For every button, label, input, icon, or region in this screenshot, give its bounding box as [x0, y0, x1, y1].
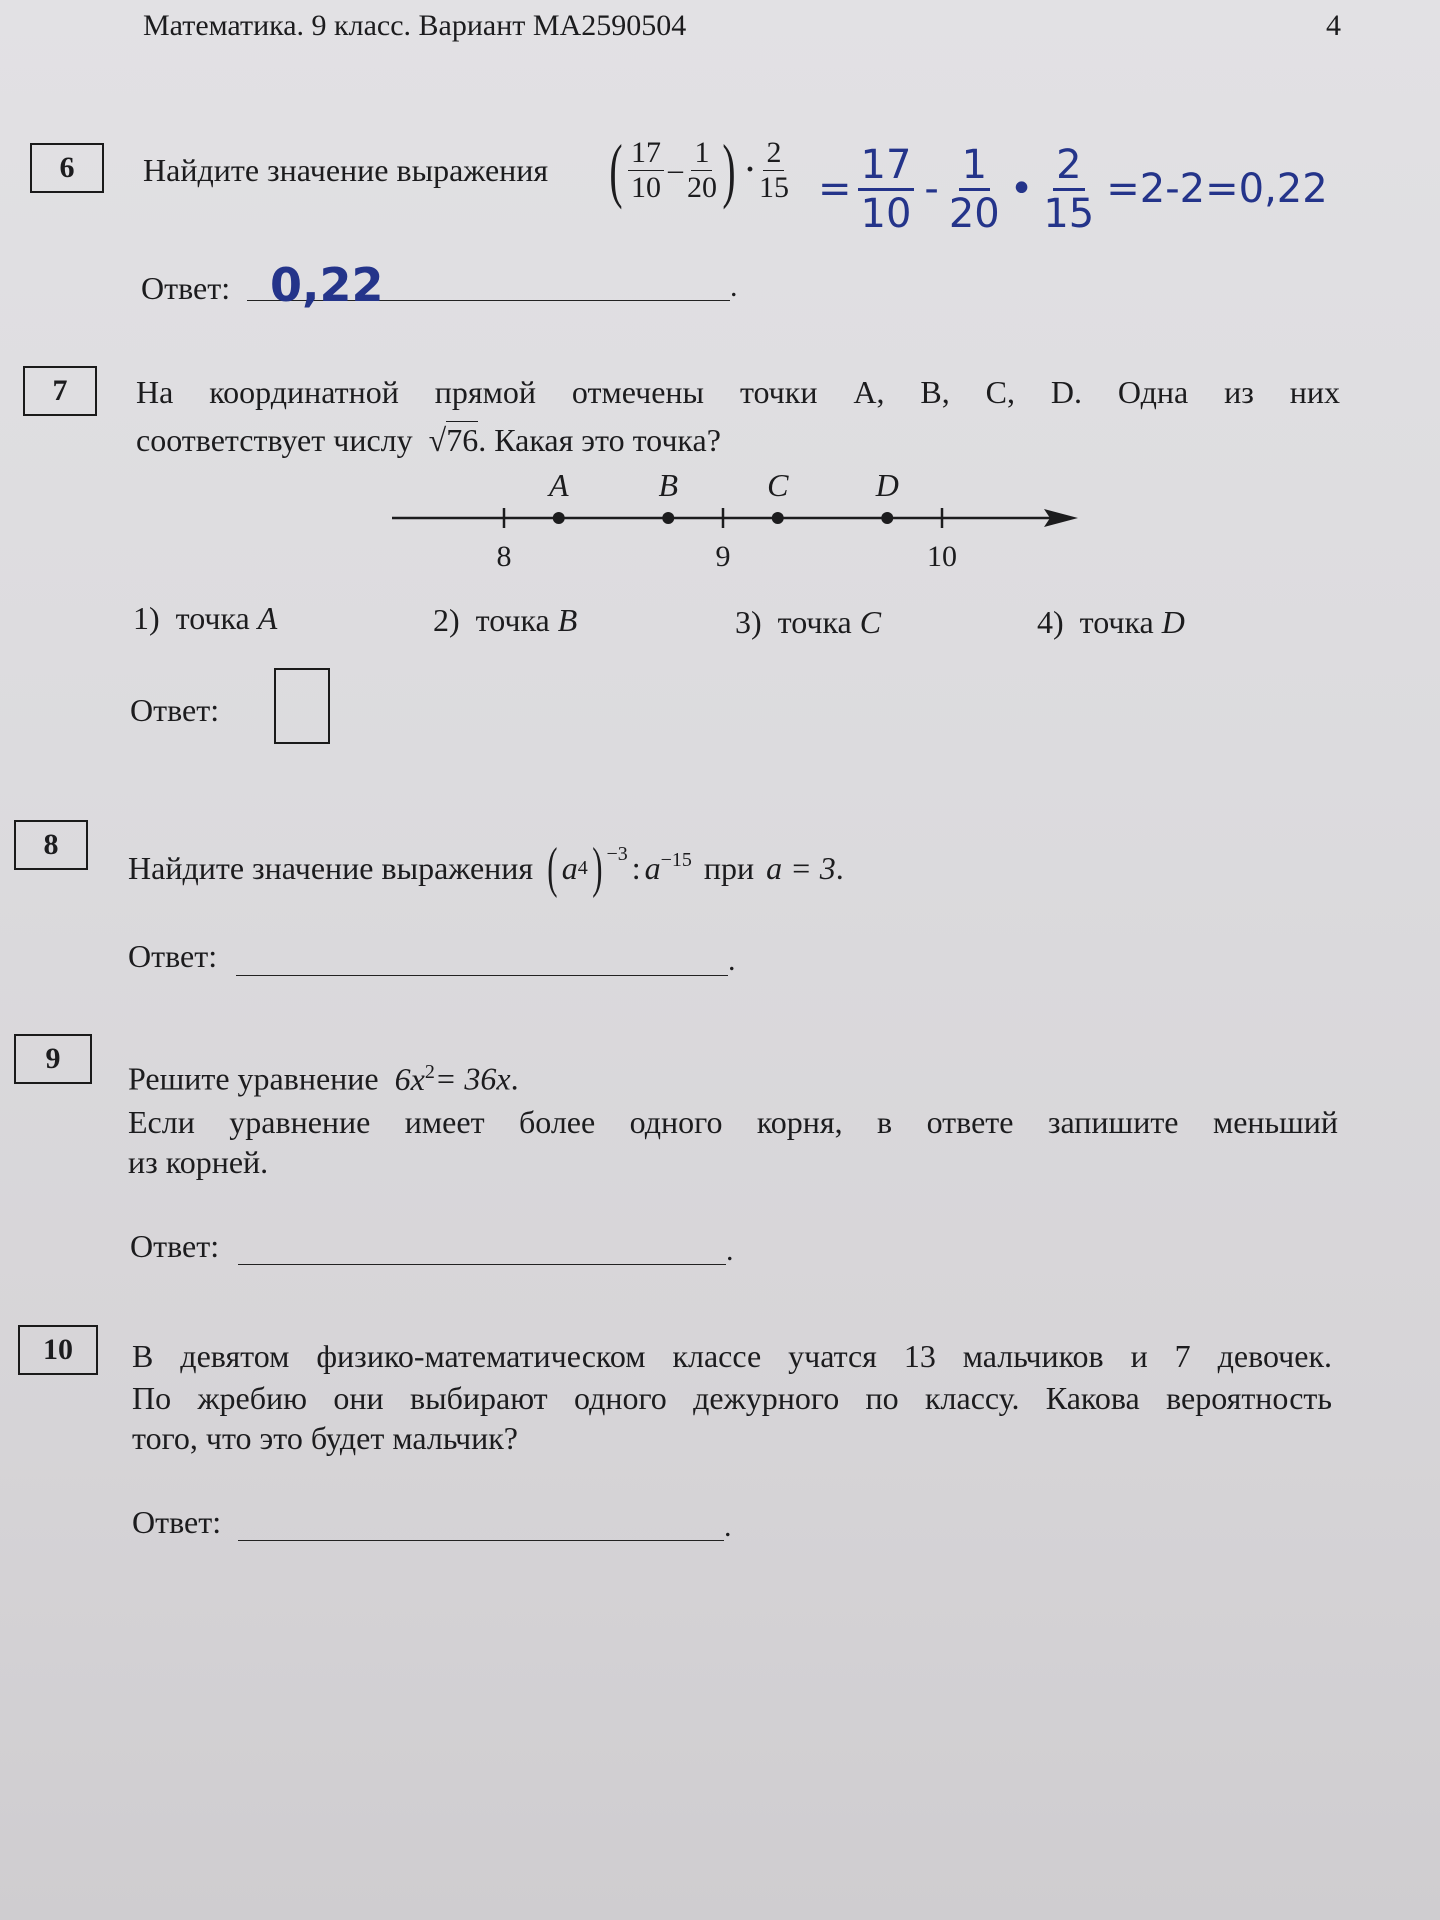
- q8-line: Найдите значение выражения ( a 4 ) $^{-3}$ : a $^{-15}$ при a = 3 .: [128, 832, 844, 904]
- q8-period: .: [728, 944, 736, 977]
- q7-option-4[interactable]: 4) точка D: [1037, 604, 1185, 640]
- point-B: [662, 512, 674, 524]
- q6-expression: [604, 120, 789, 220]
- task-number-6: 6: [30, 143, 104, 193]
- q7-answer-box[interactable]: [274, 668, 330, 744]
- tick-label-8: 8: [496, 540, 512, 573]
- q10-answer-label: Ответ:: [132, 1504, 222, 1540]
- point-C: [772, 512, 784, 524]
- q10-line3: того, что это будет мальчик?: [132, 1420, 518, 1456]
- page-title: Математика. 9 класс. Вариант МА2590504: [143, 9, 687, 42]
- point-label-A: A: [548, 467, 569, 503]
- task-number-7: 7: [23, 366, 97, 416]
- tick-label-10: 10: [927, 540, 957, 573]
- sqrt-expression: √76: [428, 422, 479, 458]
- dot-sign: ·: [744, 153, 755, 186]
- q6-frac-1-20: $\frac{1}{20}$: [686, 135, 717, 204]
- q6-prompt: Найдите значение выражения: [143, 152, 549, 188]
- q10-line2: По жребию они выбирают одного дежурного по классу. Какова вероятность: [132, 1380, 1332, 1416]
- q6-answer-handwritten: 0,22: [270, 258, 384, 312]
- left-paren: (: [609, 130, 623, 210]
- point-label-D: D: [875, 467, 899, 503]
- task-number-10: 10: [18, 1325, 98, 1375]
- number-line: [380, 460, 1100, 580]
- q10-line1: В девятом физико-математическом классе учатся 13 мальчиков и 7 девочек.: [132, 1338, 1332, 1374]
- q9-answer-label: Ответ:: [130, 1228, 220, 1264]
- point-label-C: C: [767, 467, 789, 503]
- q6-frac-17-10: $\frac{17}{10}$: [628, 136, 664, 205]
- q7-answer-label: Ответ:: [130, 692, 220, 728]
- q7-line2: соответствует числу √76. Какая это точка?: [136, 422, 721, 458]
- q6-frac-2-15: $\frac{2}{15}$: [758, 135, 789, 204]
- point-D: [881, 512, 893, 524]
- q8-expression: ( a 4 ) $^{-3}$ : a $^{-15}$: [547, 837, 692, 899]
- q6-handwriting: = $\frac{17}{10}$ - $\frac{1}{20}$ • $\frac{2}{15}$ =2-2=0,22: [818, 141, 1328, 237]
- tick-label-9: 9: [715, 540, 731, 573]
- q7-option-2[interactable]: 2) точка B: [433, 602, 578, 638]
- q9-answer-line[interactable]: [238, 1264, 726, 1265]
- q6-period: .: [730, 270, 738, 303]
- point-label-B: B: [658, 467, 679, 503]
- page-number: 4: [1326, 9, 1341, 42]
- q10-answer-line[interactable]: [238, 1540, 724, 1541]
- q9-line2: Если уравнение имеет более одного корня, в ответе запишите меньший: [128, 1104, 1338, 1140]
- point-A: [553, 512, 565, 524]
- q7-option-1[interactable]: 1) точка A: [133, 600, 278, 636]
- q8-answer-line[interactable]: [236, 975, 728, 976]
- q7-line1: На координатной прямой отмечены точки A, B, C, D. Одна из них: [136, 374, 1340, 410]
- q9-line3: из корней.: [128, 1144, 269, 1180]
- task-number-9: 9: [14, 1034, 92, 1084]
- minus-sign: –: [667, 153, 683, 186]
- task-number-8: 8: [14, 820, 88, 870]
- q6-answer-label: Ответ:: [141, 270, 231, 306]
- q9-line1: Решите уравнение $6x^2= 36x$.: [128, 1060, 519, 1097]
- q10-period: .: [724, 1510, 732, 1543]
- q8-answer-label: Ответ:: [128, 938, 218, 974]
- q9-period: .: [726, 1234, 734, 1267]
- right-paren: ): [722, 130, 736, 210]
- q7-option-3[interactable]: 3) точка C: [735, 604, 882, 640]
